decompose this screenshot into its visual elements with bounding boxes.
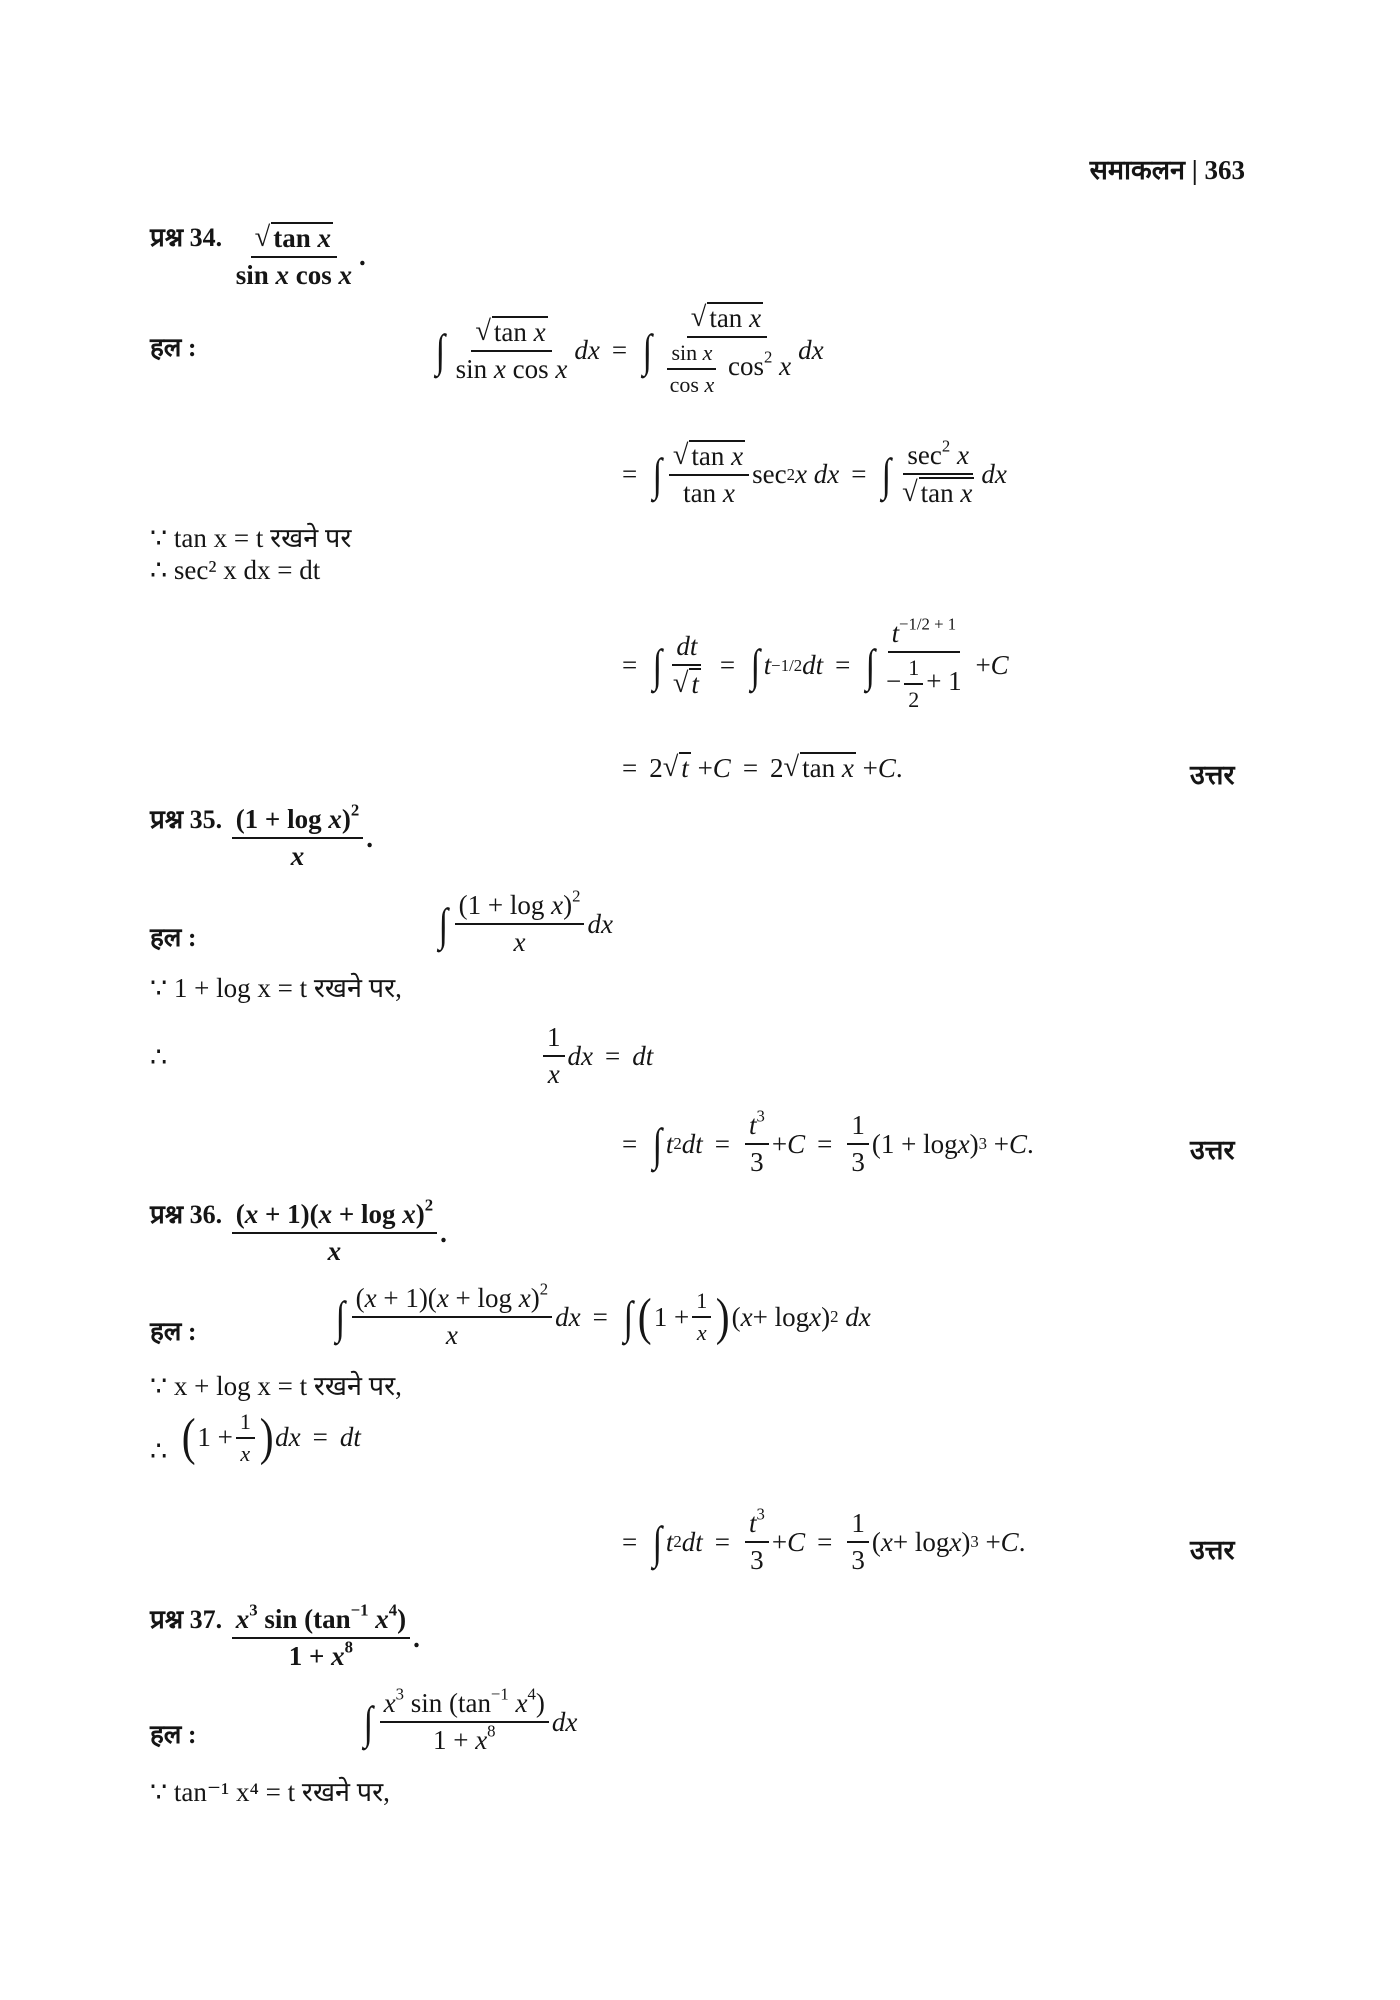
- differential-note: ∴ sec² x dx = dt: [150, 555, 321, 585]
- answer-label: उत्तर: [1190, 760, 1235, 790]
- answer-label: उत्तर: [1190, 1535, 1235, 1565]
- equation-line: = ∫ t 2 dt = $\frac{t^3}{3}$ + C = $\frac{1}{3}$ (1 + log x ) 3 + C .: [622, 1106, 1034, 1177]
- question-label: प्रश्न 34.: [150, 223, 223, 252]
- solution-label: हल :: [150, 333, 197, 362]
- question-label: प्रश्न 36.: [150, 1200, 223, 1229]
- equation-line: = ∫ t 2 dt = $\frac{t^3}{3}$ + C = $\frac{1}{3}$ ( x + log x ) 3 + C .: [622, 1504, 1026, 1575]
- equation-line: ( 1 + $\frac{1}{x}$ ) dx = dt: [181, 1408, 361, 1466]
- question-expression: $\frac{(1 + \log x)^2}{x}$ .: [229, 804, 373, 872]
- page-number: 363: [1204, 155, 1245, 185]
- substitution-note: ∵ x + log x = t रखने पर,: [150, 1371, 402, 1401]
- equation-line: ∫ $\frac{(x + 1)(x + \log x)^2}{x}$ dx = ∫ ( 1 + $\frac{1}{x}$ ) ( x + log x ) 2 dx: [335, 1279, 871, 1350]
- answer-label: उत्तर: [1190, 1135, 1235, 1165]
- question-35: [150, 800, 373, 872]
- equation-line: = ∫ dt √ t = ∫ t −1/2 dt = ∫ $t^{-1/2 + 1}$ − $\frac{1}{2}$ + 1 + C: [622, 614, 1009, 712]
- chapter-title: समाकलन: [1089, 155, 1186, 185]
- equation-line: ∫ $\frac{(1 + \log x)^2}{x}$ dx: [438, 886, 613, 957]
- therefore-symbol: ∴: [150, 1436, 168, 1466]
- equation-line: ∫ √ tan x sin x cos x dx = ∫ √ tan x $\frac{\text{sin x}}{\text{cos x}}$ $\cos^2 x$ dx: [435, 302, 824, 397]
- question-expression: $\frac{(x + 1)(x + \log x)^2}{x}$ .: [229, 1199, 447, 1267]
- header-separator: |: [1191, 155, 1198, 185]
- question-label: प्रश्न 37.: [150, 1605, 223, 1634]
- equation-line: ∫ $\frac{x^3 \sin (\tan^{-1} x^4)}{1 + x^8}$ dx: [363, 1684, 578, 1755]
- solution-label: हल :: [150, 1720, 197, 1749]
- equation-line: = 2 √ t + C = 2 √ tan x + C .: [622, 752, 903, 784]
- question-label: प्रश्न 35.: [150, 805, 223, 834]
- question-expression: √ tan x sin x cos x .: [235, 222, 366, 290]
- question-36: [150, 1195, 447, 1267]
- substitution-note: ∵ tan⁻¹ x⁴ = t रखने पर,: [150, 1777, 390, 1807]
- page-header: [1090, 150, 1245, 187]
- equation-line: $\frac{1}{x}$ dx = dt: [540, 1022, 653, 1090]
- question-34: [150, 218, 366, 291]
- substitution-note: ∵ 1 + log x = t रखने पर,: [150, 973, 402, 1003]
- question-37: [150, 1600, 420, 1672]
- question-expression: $\frac{x^3 \sin (\tan^{-1} x^4)}{1 + x^8}$ .: [229, 1604, 420, 1672]
- therefore-symbol: ∴: [150, 1042, 168, 1072]
- solution-label: हल :: [150, 1317, 197, 1346]
- solution-label: हल :: [150, 923, 197, 952]
- substitution-note: ∵ tan x = t रखने पर: [150, 523, 352, 553]
- equation-line: = ∫ √ tan x tan x sec 2 x dx = ∫ $\sec^2 x$ √ tan x dx: [622, 436, 1007, 509]
